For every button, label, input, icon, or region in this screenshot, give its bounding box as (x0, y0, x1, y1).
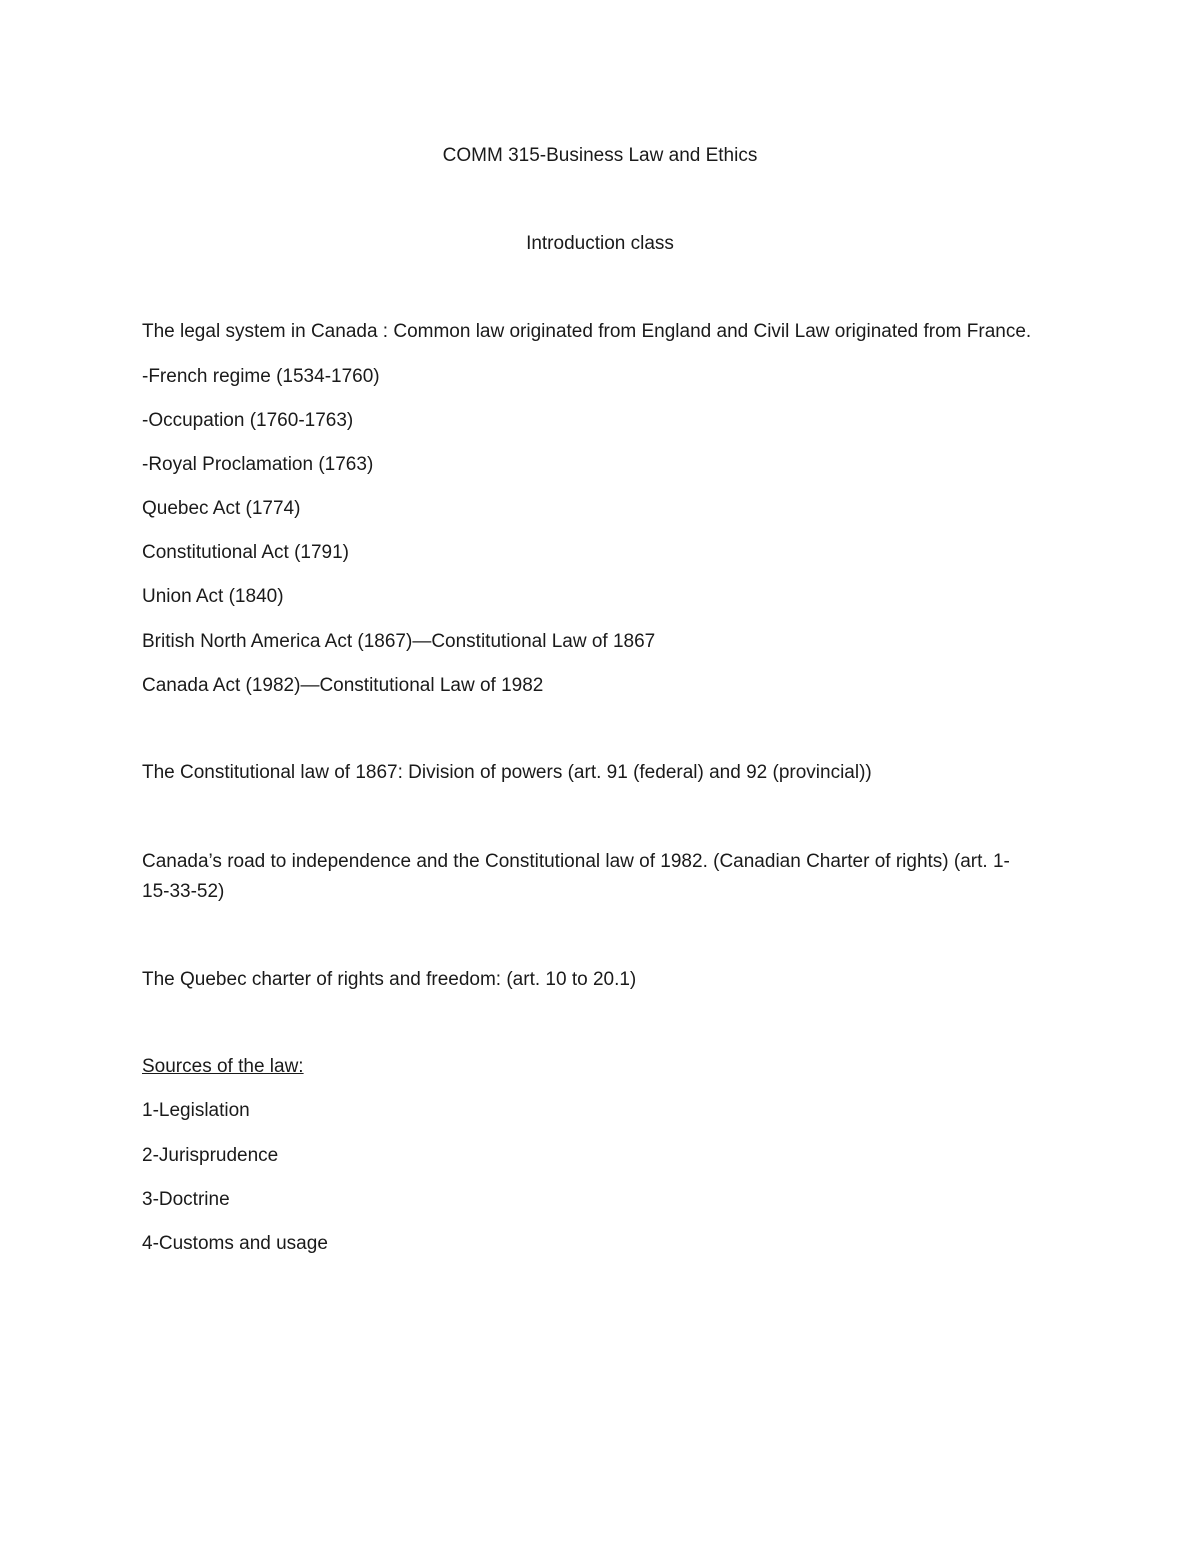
source-item: 4-Customs and usage (142, 1233, 328, 1254)
independence-paragraph-line1: Canada’s road to independence and the Constitutional law of 1982. (Canadian Charter of rights) (art. 1- (142, 851, 1010, 872)
document-subtitle: Introduction class (526, 233, 674, 254)
intro-paragraph: The legal system in Canada : Common law originated from England and Civil Law originated from France. (142, 321, 1032, 342)
timeline-item: British North America Act (1867)—Constitutional Law of 1867 (142, 631, 656, 652)
sources-heading: Sources of the law: (142, 1056, 304, 1077)
independence-paragraph-line2: 15-33-52) (142, 881, 225, 902)
timeline-item: Quebec Act (1774) (142, 498, 301, 519)
document-title: COMM 315-Business Law and Ethics (442, 145, 758, 166)
timeline-item: Constitutional Act (1791) (142, 542, 350, 563)
timeline-item: Canada Act (1982)—Constitutional Law of 1982 (142, 675, 544, 696)
timeline-item: -Occupation (1760-1763) (142, 410, 354, 431)
source-item: 1-Legislation (142, 1100, 250, 1121)
timeline-item: Union Act (1840) (142, 586, 284, 607)
timeline-item: -French regime (1534-1760) (142, 366, 380, 387)
timeline-item: -Royal Proclamation (1763) (142, 454, 374, 475)
source-item: 3-Doctrine (142, 1189, 230, 1210)
division-paragraph: The Constitutional law of 1867: Division of powers (art. 91 (federal) and 92 (provincial)) (142, 762, 872, 783)
quebec-charter-paragraph: The Quebec charter of rights and freedom: (art. 10 to 20.1) (142, 969, 637, 990)
source-item: 2-Jurisprudence (142, 1145, 279, 1166)
